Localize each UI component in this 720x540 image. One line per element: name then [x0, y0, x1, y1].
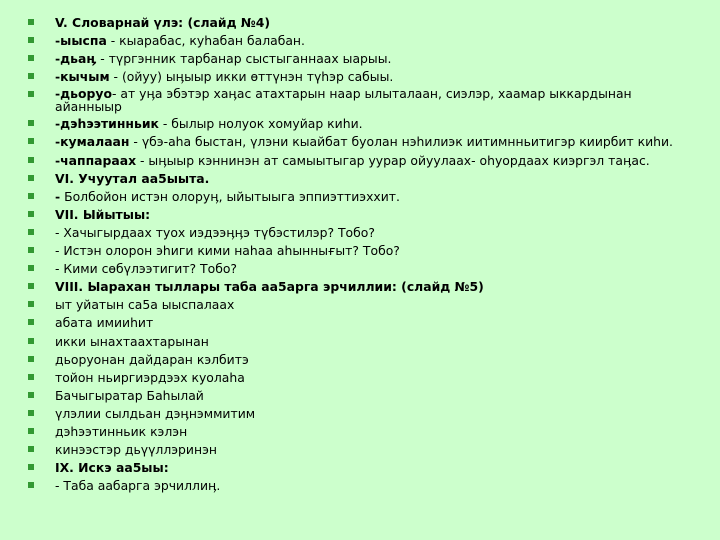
list-item-text: ыт уйатын са5а ыыспалаах	[55, 297, 235, 313]
list-item-text	[55, 51, 698, 66]
list-item	[28, 478, 698, 493]
list-item-term: -	[55, 188, 61, 204]
list-item-text	[55, 116, 698, 131]
list-item-term: -дэһээтинньик	[55, 116, 159, 132]
list-item-text: кинээстэр дьүүллэринэн	[55, 442, 217, 458]
square-bullet-icon	[28, 446, 34, 452]
square-bullet-icon	[28, 464, 34, 470]
list-item	[28, 334, 698, 349]
square-bullet-icon	[28, 338, 34, 344]
square-bullet-icon	[28, 157, 34, 163]
list-item-text: дэһээтинньик кэлэн	[55, 423, 188, 439]
list-item	[28, 134, 698, 149]
list-item-text: - Таба аабарга эрчиллиӊ.	[55, 478, 221, 494]
list-item	[28, 69, 698, 84]
square-bullet-icon	[28, 283, 34, 289]
list-item	[28, 460, 698, 475]
list-item-definition: - кыарабас, куһабан балабан.	[106, 33, 305, 49]
square-bullet-icon	[28, 392, 34, 398]
list-item-text: VII. Ыйытыы:	[55, 206, 151, 222]
list-item	[28, 370, 698, 385]
square-bullet-icon	[28, 55, 34, 61]
list-item-text: тойон ньиргиэрдээх куолаһа	[55, 369, 245, 385]
square-bullet-icon	[28, 73, 34, 79]
square-bullet-icon	[28, 247, 34, 253]
square-bullet-icon	[28, 319, 34, 325]
square-bullet-icon	[28, 138, 34, 144]
list-item-text: VIII. Ыарахан тыллары таба аа5арга эрчиллии: (слайд №5)	[55, 279, 484, 295]
list-item	[28, 15, 698, 30]
list-item	[28, 352, 698, 367]
list-item-text	[55, 134, 698, 149]
square-bullet-icon	[28, 301, 34, 307]
list-item-term: -кычым	[55, 69, 110, 85]
list-item	[28, 207, 698, 222]
list-item-definition: - ыӊыыр кэннинэн ат самыытыгар уурар ойуулаах- оһуордаах киэргэл таӊас.	[136, 152, 650, 168]
list-item-text	[55, 153, 698, 168]
list-item-term: -ыыспа	[55, 33, 107, 49]
list-item-text	[55, 87, 698, 113]
list-item	[28, 171, 698, 186]
list-item	[28, 225, 698, 240]
list-item	[28, 424, 698, 439]
list-item	[28, 279, 698, 294]
list-item	[28, 87, 698, 113]
list-item	[28, 442, 698, 457]
square-bullet-icon	[28, 19, 34, 25]
list-item-text	[55, 189, 698, 204]
list-item-text: үлэлии сылдьан дэӊнэммитим	[55, 405, 256, 421]
list-item-text: - Истэн олорон эһиги кими наһаа аһыннығыт? Тобо?	[55, 243, 400, 259]
list-item	[28, 406, 698, 421]
list-item-term: -кумалаан	[55, 134, 130, 150]
list-item-text: абата имииһит	[55, 315, 154, 331]
list-item	[28, 33, 698, 48]
list-item	[28, 388, 698, 403]
square-bullet-icon	[28, 482, 34, 488]
list-item	[28, 51, 698, 66]
square-bullet-icon	[28, 229, 34, 235]
list-item-text	[55, 33, 698, 48]
list-item	[28, 297, 698, 312]
bullet-list	[28, 15, 698, 496]
square-bullet-icon	[28, 91, 34, 97]
list-item-text: IX. Искэ аа5ыы:	[55, 460, 169, 476]
list-item-text	[55, 69, 698, 84]
list-item-definition: - түргэнник тарбанар сыстыганнаах ыарыы.	[96, 51, 392, 67]
list-item-text: икки ынахтаахтарынан	[55, 333, 209, 349]
list-item-text: VI. Учуутал аа5ыыта.	[55, 170, 210, 186]
square-bullet-icon	[28, 120, 34, 126]
list-item	[28, 153, 698, 168]
list-item-text: - Кими сөбүлээтигит? Тобо?	[55, 261, 237, 277]
list-item	[28, 261, 698, 276]
list-item-text: дьоруонан дайдаран кэлбитэ	[55, 351, 249, 367]
list-item	[28, 243, 698, 258]
square-bullet-icon	[28, 356, 34, 362]
list-item	[28, 116, 698, 131]
list-item	[28, 189, 698, 204]
list-item	[28, 315, 698, 330]
square-bullet-icon	[28, 37, 34, 43]
list-item-text: - Хачыгырдаах туох иэдээӊӊэ түбэстилэр? Тобо?	[55, 224, 375, 240]
list-item-text: V. Словарнай үлэ: (слайд №4)	[55, 15, 271, 30]
square-bullet-icon	[28, 193, 34, 199]
square-bullet-icon	[28, 428, 34, 434]
list-item-definition: - ат уӊа эбэтэр хаӊас атахтарын наар ылыталаан, сиэлэр, хаамар ыккардынан айанныыр	[55, 86, 636, 115]
list-item-definition: - былыр нолуок хомуйар киһи.	[158, 116, 363, 132]
list-item-definition: - (ойуу) ыӊыыр икки өттүнэн түһэр сабыы.	[109, 69, 394, 85]
square-bullet-icon	[28, 410, 34, 416]
list-item-definition: - үбэ-аһа быстан, үлэни кыайбат буолан нэһилиэк иитимнньитигэр киирбит киһи.	[129, 134, 673, 150]
list-item-definition: Болбойон истэн олоруӊ, ыйытыыга эппиэттиэххит.	[60, 188, 400, 204]
square-bullet-icon	[28, 265, 34, 271]
list-item-text: Бачыгыратар Баһылай	[55, 387, 204, 403]
square-bullet-icon	[28, 374, 34, 380]
list-item-term: -дьоруо	[55, 86, 112, 102]
square-bullet-icon	[28, 175, 34, 181]
square-bullet-icon	[28, 211, 34, 217]
list-item-term: -чаппараах	[55, 152, 137, 168]
list-item-term: -дьаӊ	[55, 51, 97, 67]
